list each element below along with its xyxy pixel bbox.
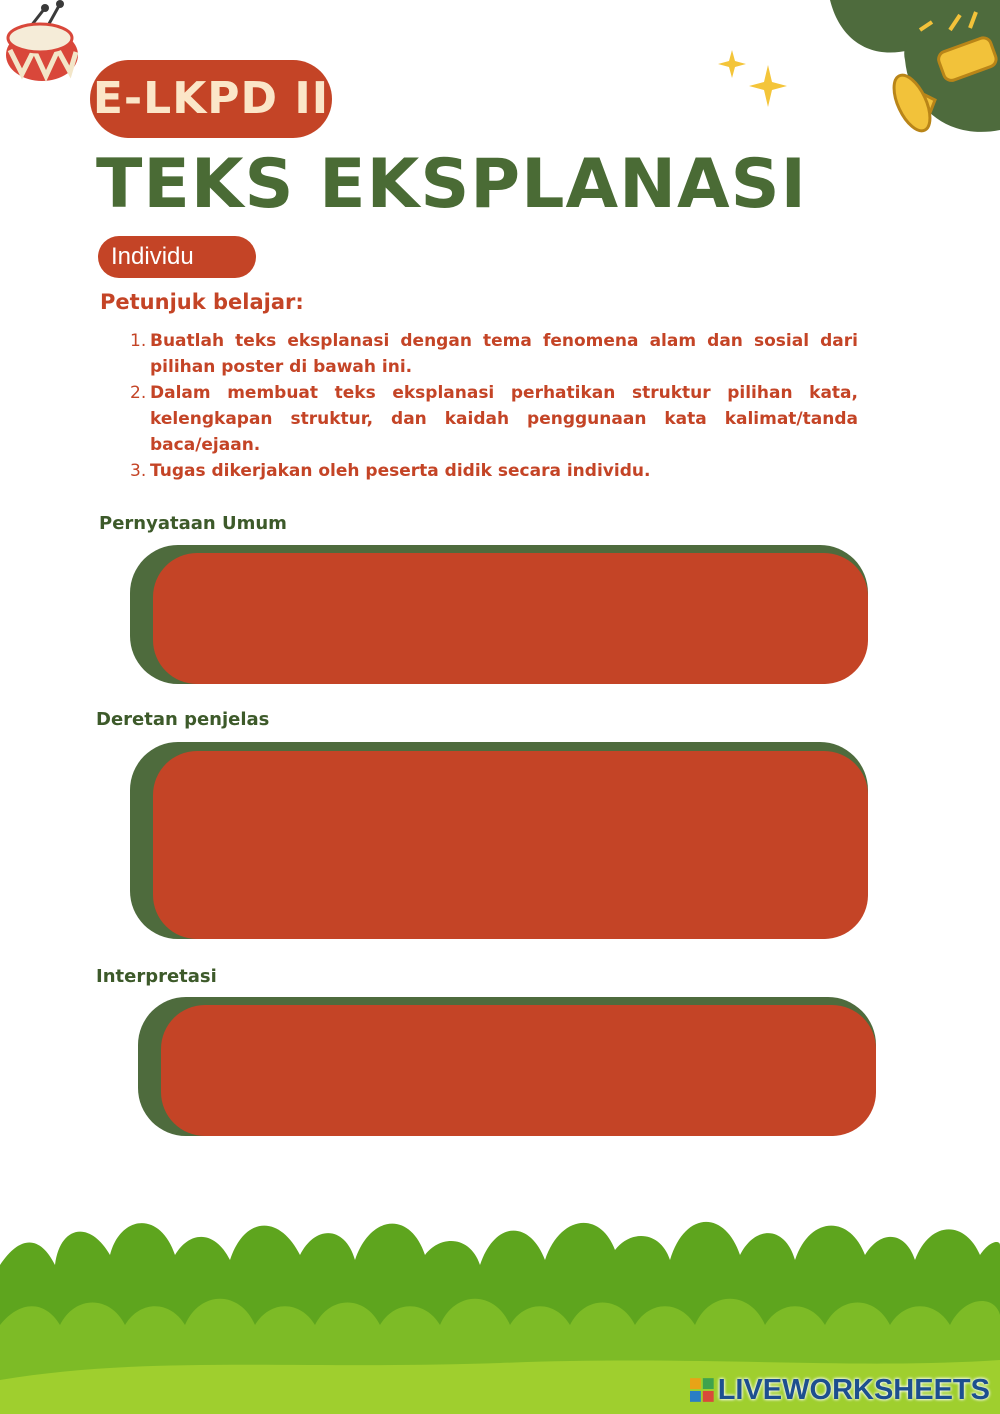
lkpd-badge: E-LKPD II xyxy=(90,60,332,138)
explanation-sequence-answer-box[interactable] xyxy=(153,751,868,939)
instructions-list xyxy=(130,328,858,484)
explanation-sequence-label: Deretan penjelas xyxy=(96,709,270,730)
instruction-item xyxy=(130,458,858,484)
interpretation-label: Interpretasi xyxy=(96,966,217,987)
page-title: TEKS EKSPLANASI xyxy=(96,145,807,224)
liveworksheets-logo xyxy=(690,1373,990,1407)
mode-badge: Individu xyxy=(98,236,256,278)
logo-text: LIVEWORKSHEETS xyxy=(717,1373,990,1406)
sparkle-icon xyxy=(715,45,795,115)
liveworksheets-logo-icon xyxy=(690,1378,714,1402)
drum-icon xyxy=(0,0,90,90)
instruction-text: Buatlah teks eksplanasi dengan tema fenomena alam dan sosial dari pilihan poster di bawah ini. xyxy=(150,331,858,377)
general-statement-label: Pernyataan Umum xyxy=(99,513,287,534)
instruction-item xyxy=(130,380,858,458)
instruction-number: 2. xyxy=(130,383,147,403)
instruction-number: 1. xyxy=(130,331,147,351)
general-statement-answer-box[interactable] xyxy=(153,553,868,684)
instruction-number: 3. xyxy=(130,461,147,481)
trumpet-icon xyxy=(800,0,1000,140)
instructions-heading: Petunjuk belajar: xyxy=(100,290,304,314)
instruction-text: Tugas dikerjakan oleh peserta didik secara individu. xyxy=(150,461,651,481)
instruction-item xyxy=(130,328,858,380)
instruction-text: Dalam membuat teks eksplanasi perhatikan struktur pilihan kata, kelengkapan struktur, dan kaidah penggunaan kata kalimat/tanda baca/ejaan. xyxy=(150,383,858,455)
interpretation-answer-box[interactable] xyxy=(161,1005,876,1136)
